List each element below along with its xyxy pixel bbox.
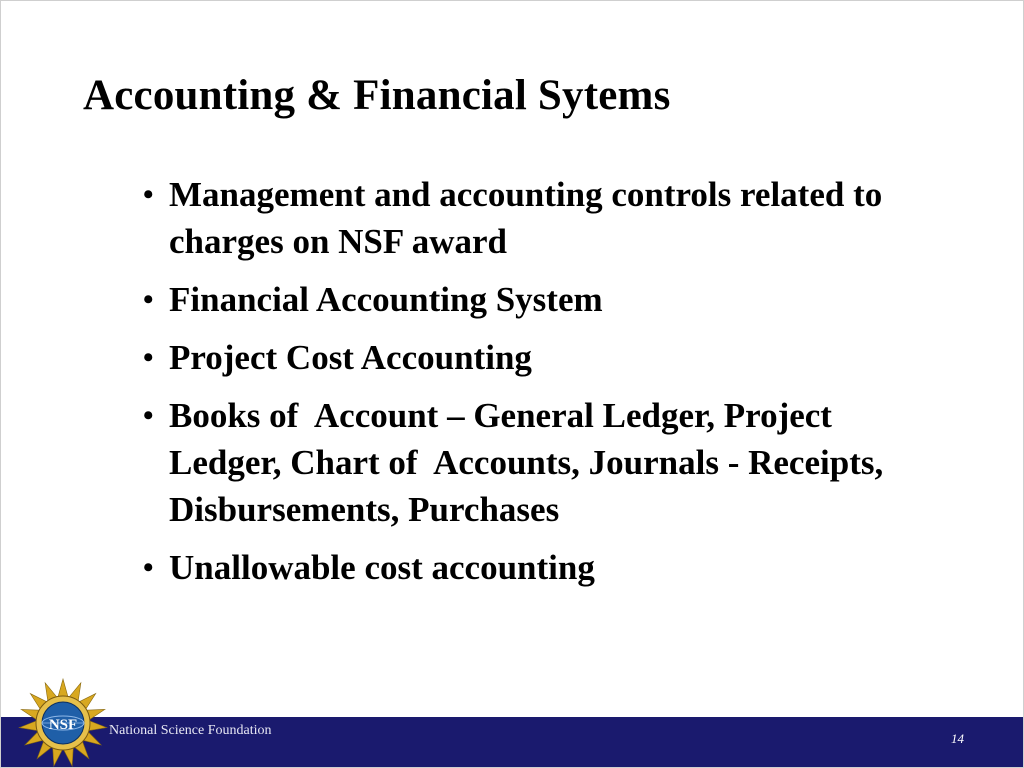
bullet-item <box>141 334 931 381</box>
bullet-text: Unallowable cost accounting <box>169 548 595 587</box>
bullet-item <box>141 171 931 265</box>
bullet-item <box>141 276 931 323</box>
bullet-dot: • <box>143 399 154 432</box>
bullet-dot: • <box>143 341 154 374</box>
bullet-text: Books of Account – General Ledger, Project Ledger, Chart of Accounts, Journals - Receipts, Disbursements, Purchases <box>169 396 892 529</box>
bullet-item <box>141 544 931 591</box>
slide-title: Accounting & Financial Sytems <box>83 72 671 119</box>
page-number: 14 <box>951 731 964 746</box>
nsf-logo <box>17 675 109 767</box>
bullet-text: Management and accounting controls related to charges on NSF award <box>169 175 883 261</box>
bullet-item <box>141 392 931 533</box>
bullet-dot: • <box>143 178 154 211</box>
bullet-dot: • <box>143 551 154 584</box>
bullet-list <box>141 171 931 602</box>
logo-text: NSF <box>48 717 78 733</box>
organization-name: National Science Foundation <box>109 723 272 738</box>
bullet-text: Financial Accounting System <box>169 280 603 319</box>
bullet-text: Project Cost Accounting <box>169 338 532 377</box>
bullet-dot: • <box>143 283 154 316</box>
